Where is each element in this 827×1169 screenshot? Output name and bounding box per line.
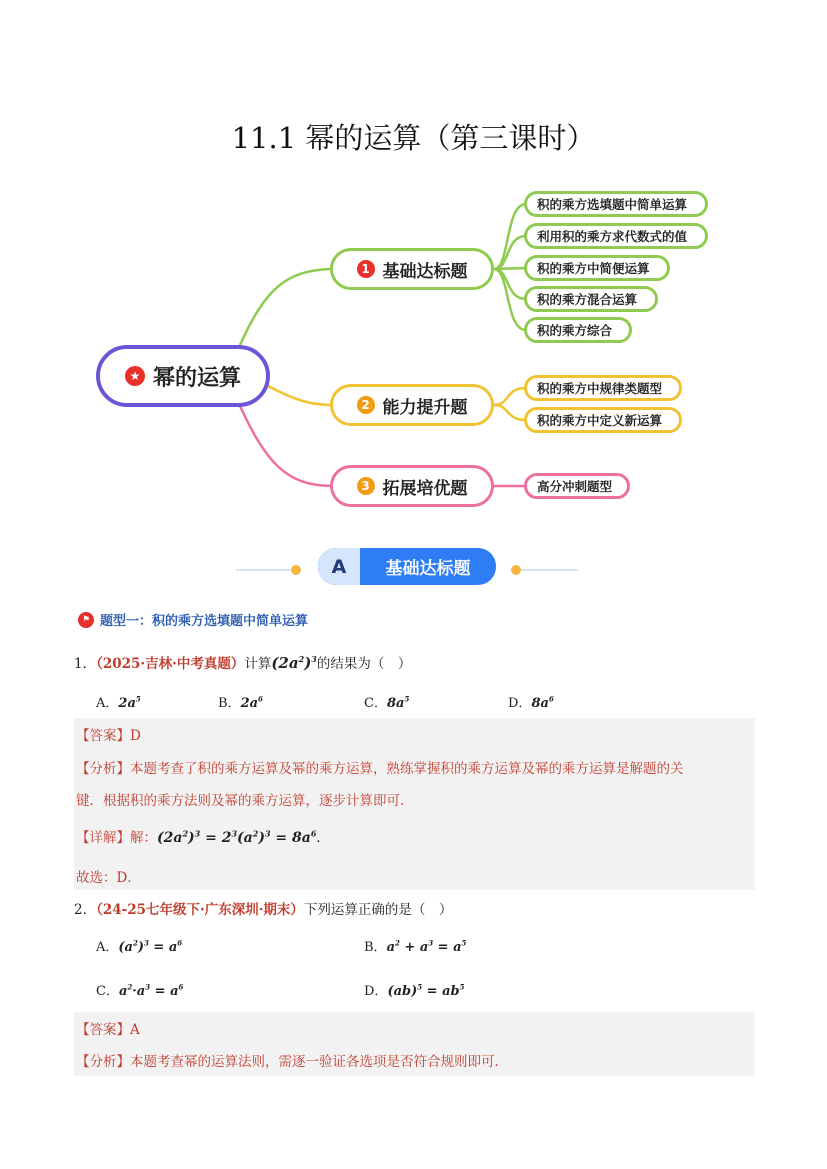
leaf-node: 积的乘方混合运算 — [524, 286, 658, 312]
option-d[interactable] — [508, 692, 554, 711]
question-source: （2025·吉林·中考真题） — [96, 656, 245, 672]
category-node-basic — [330, 248, 494, 290]
question-type-heading — [78, 610, 308, 629]
option-label: C． — [364, 696, 387, 711]
category-node-ability — [330, 384, 494, 426]
number-badge: 3 — [357, 477, 375, 495]
option-label: C． — [96, 984, 119, 999]
option-label: D． — [508, 696, 532, 711]
root-node — [96, 345, 270, 407]
analysis-text: 【分析】本题考查了积的乘方运算及幂的乘方运算，熟练掌握积的乘方运算及幂的乘方运算是解题的关 — [76, 761, 684, 777]
analysis-text: 【分析】本题考查幂的运算法则，需逐一验证各选项是否符合规则即可． — [76, 1054, 508, 1070]
divider-line — [518, 569, 578, 571]
answer-box-1 — [74, 718, 755, 890]
formula: $2a^6$ — [240, 694, 263, 711]
option-b[interactable] — [364, 936, 466, 955]
question-2 — [74, 898, 452, 918]
section-letter: A — [318, 548, 360, 585]
root-label: 幂的运算 — [152, 365, 241, 391]
detail-label: 【详解】解： — [76, 830, 157, 846]
question-source: （24-25七年级下·广东深圳·期末） — [96, 902, 304, 918]
formula: $8a^6$ — [531, 694, 554, 711]
category-label: 能力提升题 — [382, 397, 468, 418]
question-number: 2． — [74, 902, 97, 918]
question-stem: 下列运算正确的是（ ） — [303, 902, 453, 918]
analysis-text-cont: 键．根据积的乘方法则及幂的乘方运算，逐步计算即可． — [76, 793, 414, 809]
formula: $a^2\cdot a^3 = a^6$ — [118, 982, 184, 999]
answer-box-2 — [74, 1012, 755, 1076]
option-d[interactable] — [364, 980, 464, 999]
number-badge: 1 — [357, 260, 375, 278]
leaf-node: 积的乘方中定义新运算 — [524, 407, 682, 433]
answer-text: 【答案】A — [76, 1022, 140, 1038]
answer-text: 【答案】D — [76, 728, 141, 744]
flag-icon: ⚑ — [78, 612, 94, 628]
option-c[interactable] — [364, 692, 409, 711]
number-badge: 2 — [357, 396, 375, 414]
option-c[interactable] — [96, 980, 183, 999]
section-title: 基础达标题 — [385, 559, 471, 579]
question-stem: 计算 — [244, 656, 272, 672]
divider-dot — [291, 565, 301, 575]
mind-map — [0, 180, 827, 520]
formula: $a^2 + a^3 = a^5$ — [386, 938, 467, 955]
option-label: B． — [364, 940, 387, 955]
leaf-node: 积的乘方中简便运算 — [524, 255, 670, 281]
leaf-node: 积的乘方中规律类题型 — [524, 375, 682, 401]
choose-text: 故选：D． — [76, 870, 141, 886]
star-icon: ★ — [125, 366, 145, 386]
page-title: 11.1 幂的运算（第三课时） — [231, 121, 596, 155]
option-label: A． — [96, 696, 119, 711]
question-stem: 的结果为（ ） — [316, 656, 412, 672]
question-number: 1． — [74, 656, 97, 672]
leaf-node: 积的乘方综合 — [524, 317, 632, 343]
option-a[interactable] — [96, 936, 182, 955]
leaf-node: 积的乘方选填题中简单运算 — [524, 191, 708, 217]
detail-line: 【详解】解：$(2a^2)^3 = 2^3(a^2)^3 = 8a^6$． — [76, 828, 330, 846]
formula: $(2a^2)^3 = 2^3(a^2)^3 = 8a^6$ — [157, 828, 317, 846]
category-label: 基础达标题 — [382, 261, 468, 282]
leaf-node: 利用积的乘方求代数式的值 — [524, 223, 708, 249]
formula: $(ab)^5 = ab^5$ — [387, 982, 465, 999]
formula: $(a^2)^3 = a^6$ — [118, 938, 183, 955]
formula: $8a^5$ — [386, 694, 410, 711]
option-label: B． — [218, 696, 241, 711]
formula: $(2a^2)^3$ — [271, 654, 317, 672]
divider-line — [236, 569, 296, 571]
option-label: A． — [96, 940, 119, 955]
category-node-advanced — [330, 465, 494, 507]
section-banner — [318, 548, 496, 585]
category-label: 拓展培优题 — [382, 478, 468, 499]
option-b[interactable] — [218, 692, 263, 711]
question-type-label: 题型一：积的乘方选填题中简单运算 — [100, 614, 309, 629]
divider-dot — [511, 565, 521, 575]
option-a[interactable] — [96, 692, 141, 711]
leaf-node: 高分冲刺题型 — [524, 473, 630, 499]
question-1 — [74, 652, 411, 672]
formula: $2a^5$ — [118, 694, 141, 711]
option-label: D． — [364, 984, 388, 999]
